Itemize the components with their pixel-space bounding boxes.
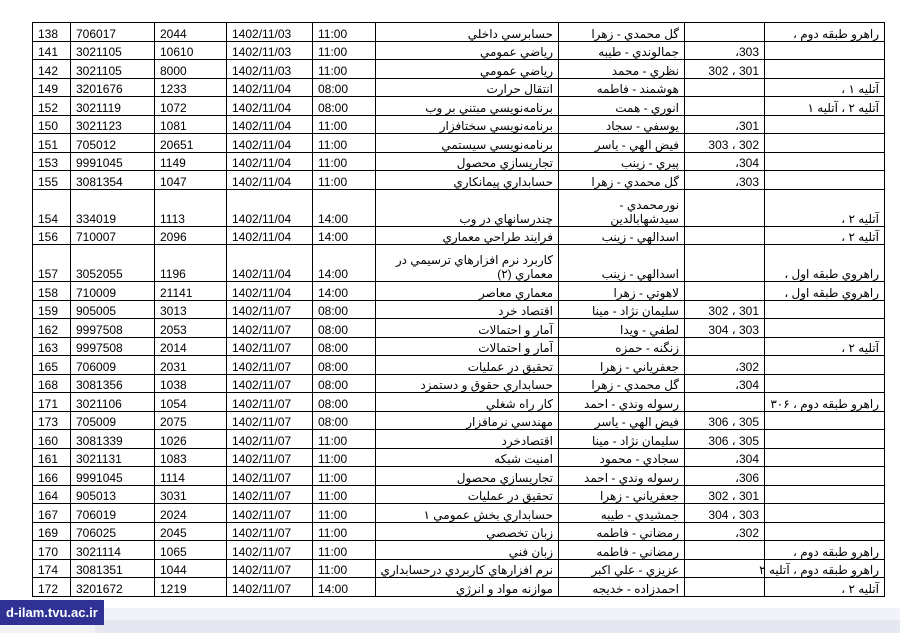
exam-date-cell: 1402/11/07 — [227, 522, 313, 541]
exam-date-cell: 1402/11/04 — [227, 282, 313, 301]
location-cell — [765, 356, 885, 375]
exam-date-cell: 1402/11/04 — [227, 78, 313, 97]
exam-time-cell: 11:00 — [313, 171, 376, 190]
teacher-name-cell: احمدزاده - خديجه — [559, 578, 685, 597]
teacher-name-cell: عزيزي - علي اكبر — [559, 559, 685, 578]
course-code-cell: 3081354 — [71, 171, 155, 190]
row-number-cell: 172 — [33, 578, 71, 597]
row-number-cell: 157 — [33, 245, 71, 282]
course-code-cell: 905013 — [71, 485, 155, 504]
location-cell — [765, 134, 885, 153]
exam-time-cell: 14:00 — [313, 282, 376, 301]
exam-date-cell: 1402/11/07 — [227, 448, 313, 467]
exam-date-cell: 1402/11/07 — [227, 430, 313, 449]
location-cell — [765, 300, 885, 319]
row-number-cell: 171 — [33, 393, 71, 412]
exam-date-cell: 1402/11/07 — [227, 319, 313, 338]
course-name-cell: كار راه شغلي — [376, 393, 559, 412]
location-cell — [765, 467, 885, 486]
exam-date-cell: 1402/11/03 — [227, 60, 313, 79]
location-cell — [765, 115, 885, 134]
exam-date-cell: 1402/11/04 — [227, 152, 313, 171]
group-code-cell: 2031 — [155, 356, 227, 375]
exam-time-cell: 11:00 — [313, 541, 376, 560]
group-code-cell: 2045 — [155, 522, 227, 541]
rooms-cell — [685, 578, 765, 597]
table-row — [33, 282, 885, 301]
location-cell — [765, 374, 885, 393]
exam-time-cell: 08:00 — [313, 337, 376, 356]
group-code-cell: 21141 — [155, 282, 227, 301]
teacher-name-cell: سليمان نژاد - مينا — [559, 300, 685, 319]
teacher-name-cell: گل محمدي - زهرا — [559, 23, 685, 42]
row-number-cell: 138 — [33, 23, 71, 42]
course-name-cell: رياضي عمومي — [376, 60, 559, 79]
exam-time-cell: 11:00 — [313, 504, 376, 523]
course-code-cell: 9997508 — [71, 319, 155, 338]
rooms-cell: 305 ، 306 — [685, 411, 765, 430]
course-code-cell: 705012 — [71, 134, 155, 153]
group-code-cell: 2044 — [155, 23, 227, 42]
group-code-cell: 2075 — [155, 411, 227, 430]
course-name-cell: آمار و احتمالات — [376, 319, 559, 338]
exam-time-cell: 11:00 — [313, 134, 376, 153]
group-code-cell: 1072 — [155, 97, 227, 116]
rooms-cell — [685, 245, 765, 282]
rooms-cell: 303 ، 304 — [685, 319, 765, 338]
row-number-cell: 164 — [33, 485, 71, 504]
exam-date-cell: 1402/11/04 — [227, 134, 313, 153]
table-row — [33, 319, 885, 338]
exam-time-cell: 11:00 — [313, 41, 376, 60]
row-number-cell: 163 — [33, 337, 71, 356]
group-code-cell: 1113 — [155, 189, 227, 226]
exam-date-cell: 1402/11/07 — [227, 411, 313, 430]
course-code-cell: 710007 — [71, 226, 155, 245]
group-code-cell: 1038 — [155, 374, 227, 393]
location-cell — [765, 60, 885, 79]
row-number-cell: 168 — [33, 374, 71, 393]
group-code-cell: 1026 — [155, 430, 227, 449]
course-code-cell: 3021105 — [71, 60, 155, 79]
course-name-cell: برنامەنويسي سختافزار — [376, 115, 559, 134]
table-row — [33, 430, 885, 449]
course-name-cell: موازنه مواد و انرژي — [376, 578, 559, 597]
rooms-cell — [685, 97, 765, 116]
teacher-name-cell: لاهوتي - زهرا — [559, 282, 685, 301]
rooms-cell: 301 ، 302 — [685, 300, 765, 319]
table-row — [33, 300, 885, 319]
group-code-cell: 1054 — [155, 393, 227, 412]
footer-strip — [0, 608, 900, 633]
course-code-cell: 9997508 — [71, 337, 155, 356]
teacher-name-cell: جعفرياني - زهرا — [559, 356, 685, 375]
exam-time-cell: 14:00 — [313, 245, 376, 282]
group-code-cell: 10610 — [155, 41, 227, 60]
course-name-cell: برنامەنويسي سيستمي — [376, 134, 559, 153]
table-row — [33, 467, 885, 486]
teacher-name-cell: نورمحمدي - سيدشهابالدين — [559, 189, 685, 226]
course-name-cell: زبان فني — [376, 541, 559, 560]
location-cell: راهرو طبقه دوم ، — [765, 23, 885, 42]
course-code-cell: 3021119 — [71, 97, 155, 116]
location-cell: آتليه ۲ ، — [765, 337, 885, 356]
teacher-name-cell: فيض الهي - ياسر — [559, 411, 685, 430]
group-code-cell: 20651 — [155, 134, 227, 153]
exam-date-cell: 1402/11/04 — [227, 171, 313, 190]
row-number-cell: 149 — [33, 78, 71, 97]
table-row — [33, 411, 885, 430]
location-cell — [765, 319, 885, 338]
course-name-cell: حسابداري پيمانكاري — [376, 171, 559, 190]
course-name-cell: چندرسانهاي در وب — [376, 189, 559, 226]
teacher-name-cell: جعفرياني - زهرا — [559, 485, 685, 504]
location-cell — [765, 411, 885, 430]
course-name-cell: حسابداري حقوق و دستمزد — [376, 374, 559, 393]
course-code-cell: 3052055 — [71, 245, 155, 282]
table-row — [33, 448, 885, 467]
course-name-cell: نرم افزارهاي كاربردي درحسابداري — [376, 559, 559, 578]
rooms-cell: 304، — [685, 448, 765, 467]
course-name-cell: اقتصادخرد — [376, 430, 559, 449]
teacher-name-cell: گل محمدي - زهرا — [559, 374, 685, 393]
row-number-cell: 174 — [33, 559, 71, 578]
group-code-cell: 1219 — [155, 578, 227, 597]
rooms-cell: 301 ، 302 — [685, 485, 765, 504]
exam-time-cell: 14:00 — [313, 578, 376, 597]
course-code-cell: 905005 — [71, 300, 155, 319]
course-code-cell: 3021123 — [71, 115, 155, 134]
exam-time-cell: 08:00 — [313, 319, 376, 338]
table-row — [33, 356, 885, 375]
group-code-cell: 1233 — [155, 78, 227, 97]
location-cell: راهرو طبقه دوم ، ۳۰۶ — [765, 393, 885, 412]
course-name-cell: رياضي عمومي — [376, 41, 559, 60]
table-row — [33, 226, 885, 245]
location-cell: آتليه ۲ ، — [765, 578, 885, 597]
group-code-cell: 3013 — [155, 300, 227, 319]
course-code-cell: 3081351 — [71, 559, 155, 578]
location-cell — [765, 171, 885, 190]
exam-time-cell: 08:00 — [313, 393, 376, 412]
exam-time-cell: 11:00 — [313, 152, 376, 171]
row-number-cell: 156 — [33, 226, 71, 245]
table-row — [33, 41, 885, 60]
location-cell — [765, 504, 885, 523]
course-code-cell: 706009 — [71, 356, 155, 375]
location-cell: آتليه ۱ ، — [765, 78, 885, 97]
exam-date-cell: 1402/11/07 — [227, 374, 313, 393]
exam-time-cell: 08:00 — [313, 300, 376, 319]
table-row — [33, 134, 885, 153]
site-logo[interactable]: d-ilam.tvu.ac.ir — [0, 600, 104, 625]
table-row — [33, 115, 885, 134]
exam-date-cell: 1402/11/04 — [227, 189, 313, 226]
table-row — [33, 189, 885, 226]
table-row — [33, 152, 885, 171]
location-cell: آتليه ۲ ، — [765, 189, 885, 226]
exam-time-cell: 11:00 — [313, 522, 376, 541]
location-cell — [765, 41, 885, 60]
group-code-cell: 1044 — [155, 559, 227, 578]
teacher-name-cell: انوري - همت — [559, 97, 685, 116]
teacher-name-cell: پيري - زينب — [559, 152, 685, 171]
teacher-name-cell: جمشيدي - طيبه — [559, 504, 685, 523]
teacher-name-cell: رسوله وندي - احمد — [559, 467, 685, 486]
exam-date-cell: 1402/11/07 — [227, 485, 313, 504]
exam-date-cell: 1402/11/03 — [227, 23, 313, 42]
table-row — [33, 97, 885, 116]
course-name-cell: اقتصاد خرد — [376, 300, 559, 319]
table-row — [33, 78, 885, 97]
teacher-name-cell: سليمان نژاد - مينا — [559, 430, 685, 449]
exam-time-cell: 08:00 — [313, 78, 376, 97]
course-name-cell: حسابرسي داخلي — [376, 23, 559, 42]
rooms-cell — [685, 337, 765, 356]
location-cell — [765, 430, 885, 449]
teacher-name-cell: هوشمند - فاطمه — [559, 78, 685, 97]
rooms-cell: 303، — [685, 171, 765, 190]
exam-time-cell: 08:00 — [313, 374, 376, 393]
exam-time-cell: 11:00 — [313, 559, 376, 578]
course-code-cell: 706017 — [71, 23, 155, 42]
row-number-cell: 141 — [33, 41, 71, 60]
course-name-cell: حسابداري بخش عمومي ۱ — [376, 504, 559, 523]
location-cell — [765, 152, 885, 171]
teacher-name-cell: رمضاني - فاطمه — [559, 522, 685, 541]
row-number-cell: 160 — [33, 430, 71, 449]
group-code-cell: 2014 — [155, 337, 227, 356]
teacher-name-cell: رسوله وندي - احمد — [559, 393, 685, 412]
group-code-cell: 1149 — [155, 152, 227, 171]
course-name-cell: انتقال حرارت — [376, 78, 559, 97]
location-cell: راهرو طبقه دوم ، — [765, 541, 885, 560]
table-row — [33, 578, 885, 597]
row-number-cell: 142 — [33, 60, 71, 79]
row-number-cell: 165 — [33, 356, 71, 375]
course-code-cell: 3021131 — [71, 448, 155, 467]
group-code-cell: 1065 — [155, 541, 227, 560]
row-number-cell: 159 — [33, 300, 71, 319]
course-name-cell: آمار و احتمالات — [376, 337, 559, 356]
course-code-cell: 9991045 — [71, 467, 155, 486]
table-row — [33, 337, 885, 356]
exam-time-cell: 11:00 — [313, 115, 376, 134]
table-row — [33, 559, 885, 578]
exam-date-cell: 1402/11/04 — [227, 226, 313, 245]
rooms-cell: 302، — [685, 356, 765, 375]
table-row — [33, 393, 885, 412]
row-number-cell: 173 — [33, 411, 71, 430]
exam-time-cell: 11:00 — [313, 430, 376, 449]
rooms-cell — [685, 282, 765, 301]
course-name-cell: فرايند طراحي معماري — [376, 226, 559, 245]
course-code-cell: 9991045 — [71, 152, 155, 171]
course-name-cell: تجاريسازي محصول — [376, 152, 559, 171]
teacher-name-cell: فيض الهي - ياسر — [559, 134, 685, 153]
exam-date-cell: 1402/11/03 — [227, 41, 313, 60]
row-number-cell: 170 — [33, 541, 71, 560]
rooms-cell — [685, 189, 765, 226]
teacher-name-cell: اسدالهي - زينب — [559, 226, 685, 245]
rooms-cell — [685, 78, 765, 97]
exam-date-cell: 1402/11/04 — [227, 245, 313, 282]
location-cell: راهرو طبقه دوم ، آتليه ۲ — [765, 559, 885, 578]
course-name-cell: برنامەنويسي مبتني بر وب — [376, 97, 559, 116]
group-code-cell: 1047 — [155, 171, 227, 190]
exam-date-cell: 1402/11/07 — [227, 504, 313, 523]
rooms-cell: 301، — [685, 115, 765, 134]
course-code-cell: 3021106 — [71, 393, 155, 412]
rooms-cell — [685, 393, 765, 412]
row-number-cell: 169 — [33, 522, 71, 541]
course-name-cell: كاربرد نرم افزارهاي ترسيمي در معماري (۲) — [376, 245, 559, 282]
teacher-name-cell: نظري - محمد — [559, 60, 685, 79]
course-name-cell: مهندسي نرمافزار — [376, 411, 559, 430]
rooms-cell — [685, 226, 765, 245]
exam-date-cell: 1402/11/07 — [227, 578, 313, 597]
group-code-cell: 1081 — [155, 115, 227, 134]
course-code-cell: 3081356 — [71, 374, 155, 393]
exam-time-cell: 14:00 — [313, 189, 376, 226]
course-name-cell: زبان تخصصي — [376, 522, 559, 541]
exam-date-cell: 1402/11/07 — [227, 300, 313, 319]
location-cell: آتليه ۲ ، آتليه ۱ — [765, 97, 885, 116]
course-code-cell: 705009 — [71, 411, 155, 430]
rooms-cell: 303، — [685, 41, 765, 60]
course-code-cell: 3201672 — [71, 578, 155, 597]
exam-date-cell: 1402/11/07 — [227, 559, 313, 578]
teacher-name-cell: زنگنه - حمزه — [559, 337, 685, 356]
teacher-name-cell: جمالوندي - طيبه — [559, 41, 685, 60]
row-number-cell: 158 — [33, 282, 71, 301]
table-row — [33, 171, 885, 190]
course-name-cell: تحقيق در عمليات — [376, 356, 559, 375]
row-number-cell: 150 — [33, 115, 71, 134]
teacher-name-cell: لطفي - ويدا — [559, 319, 685, 338]
exam-time-cell: 08:00 — [313, 356, 376, 375]
location-cell — [765, 448, 885, 467]
row-number-cell: 167 — [33, 504, 71, 523]
table-row — [33, 485, 885, 504]
rooms-cell: 304، — [685, 152, 765, 171]
exam-time-cell: 11:00 — [313, 23, 376, 42]
exam-date-cell: 1402/11/04 — [227, 97, 313, 116]
exam-date-cell: 1402/11/07 — [227, 467, 313, 486]
table-row — [33, 23, 885, 42]
teacher-name-cell: رمضاني - فاطمه — [559, 541, 685, 560]
table-row — [33, 522, 885, 541]
group-code-cell: 1083 — [155, 448, 227, 467]
rooms-cell: 301 ، 302 — [685, 60, 765, 79]
row-number-cell: 154 — [33, 189, 71, 226]
rooms-cell — [685, 559, 765, 578]
footer-band — [95, 620, 900, 633]
exam-time-cell: 08:00 — [313, 97, 376, 116]
group-code-cell: 1196 — [155, 245, 227, 282]
row-number-cell: 152 — [33, 97, 71, 116]
course-code-cell: 710009 — [71, 282, 155, 301]
exam-time-cell: 14:00 — [313, 226, 376, 245]
exam-time-cell: 11:00 — [313, 485, 376, 504]
row-number-cell: 151 — [33, 134, 71, 153]
table-row — [33, 245, 885, 282]
rooms-cell: 306، — [685, 467, 765, 486]
rooms-cell — [685, 541, 765, 560]
location-cell: راهروي طبقه اول ، — [765, 282, 885, 301]
table-row — [33, 504, 885, 523]
group-code-cell: 3031 — [155, 485, 227, 504]
location-cell — [765, 485, 885, 504]
table-row — [33, 541, 885, 560]
row-number-cell: 166 — [33, 467, 71, 486]
location-cell: آتليه ۲ ، — [765, 226, 885, 245]
exam-schedule-table — [32, 22, 885, 597]
group-code-cell: 1114 — [155, 467, 227, 486]
table-row — [33, 374, 885, 393]
rooms-cell: 302، — [685, 522, 765, 541]
table-body — [33, 23, 885, 597]
exam-date-cell: 1402/11/07 — [227, 356, 313, 375]
exam-date-cell: 1402/11/07 — [227, 541, 313, 560]
exam-time-cell: 11:00 — [313, 467, 376, 486]
teacher-name-cell: سجادي - محمود — [559, 448, 685, 467]
row-number-cell: 155 — [33, 171, 71, 190]
row-number-cell: 161 — [33, 448, 71, 467]
course-code-cell: 3081339 — [71, 430, 155, 449]
exam-date-cell: 1402/11/07 — [227, 393, 313, 412]
table-row — [33, 60, 885, 79]
course-code-cell: 706019 — [71, 504, 155, 523]
course-code-cell: 334019 — [71, 189, 155, 226]
location-cell — [765, 522, 885, 541]
course-code-cell: 706025 — [71, 522, 155, 541]
group-code-cell: 2053 — [155, 319, 227, 338]
course-name-cell: امنيت شبكه — [376, 448, 559, 467]
teacher-name-cell: گل محمدي - زهرا — [559, 171, 685, 190]
group-code-cell: 2096 — [155, 226, 227, 245]
row-number-cell: 153 — [33, 152, 71, 171]
teacher-name-cell: يوسفي - سجاد — [559, 115, 685, 134]
rooms-cell: 302 ، 303 — [685, 134, 765, 153]
rooms-cell: 305 ، 306 — [685, 430, 765, 449]
exam-date-cell: 1402/11/07 — [227, 337, 313, 356]
course-code-cell: 3201676 — [71, 78, 155, 97]
exam-time-cell: 11:00 — [313, 448, 376, 467]
course-name-cell: معماري معاصر — [376, 282, 559, 301]
group-code-cell: 2024 — [155, 504, 227, 523]
location-cell: راهروي طبقه اول ، — [765, 245, 885, 282]
group-code-cell: 8000 — [155, 60, 227, 79]
course-name-cell: تجاريسازي محصول — [376, 467, 559, 486]
exam-time-cell: 11:00 — [313, 60, 376, 79]
exam-date-cell: 1402/11/04 — [227, 115, 313, 134]
exam-time-cell: 08:00 — [313, 411, 376, 430]
row-number-cell: 162 — [33, 319, 71, 338]
course-code-cell: 3021105 — [71, 41, 155, 60]
teacher-name-cell: اسدالهي - زينب — [559, 245, 685, 282]
course-name-cell: تحقيق در عمليات — [376, 485, 559, 504]
course-code-cell: 3021114 — [71, 541, 155, 560]
rooms-cell: 303 ، 304 — [685, 504, 765, 523]
rooms-cell — [685, 23, 765, 42]
rooms-cell: 304، — [685, 374, 765, 393]
